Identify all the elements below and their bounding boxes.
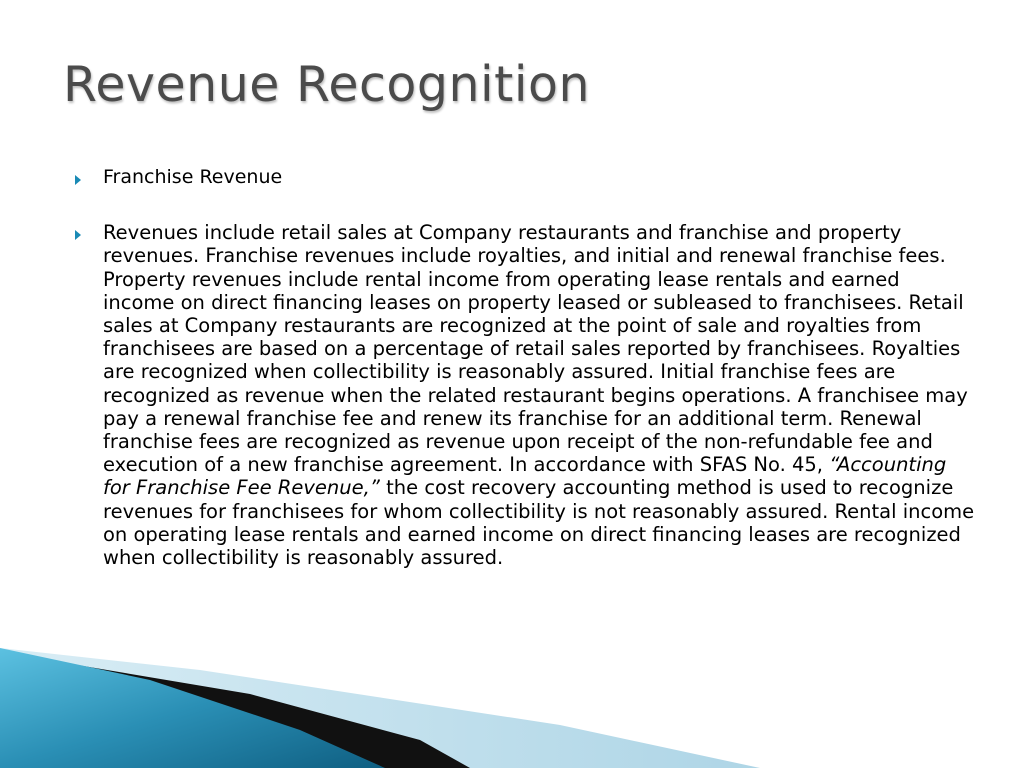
paragraph-text-end: the cost recovery accounting method is used to recognize revenues for franchisees for whom collectibility is not reasonably assured. Rental income on operating lease rentals and earned income on direct financing leases are recognized when collectibility is reasonably assured.: [103, 476, 975, 570]
bullet-arrow-icon: [75, 230, 81, 240]
bullet-item-revenue-details: [72, 221, 977, 569]
slide-title: Revenue Recognition: [63, 56, 591, 113]
bullet-arrow-icon: [75, 175, 81, 185]
bullet-paragraph: [103, 221, 977, 569]
bullet-list: [72, 166, 977, 601]
bullet-item-franchise-revenue: [72, 166, 977, 189]
paragraph-italic-citation: “Accounting for Franchise Fee Revenue,”: [103, 453, 947, 500]
paragraph-text-start: Revenues include retail sales at Company restaurants and franchise and property revenues. Franchise revenues include royalties, and initial and renewal franchise fees. Property revenues include rental income from operating lease rentals and earned income on direct financing leases on property leased or subleased to franchisees. Retail sales at Company restaurants are recognized at the point of sale and royalties from franchisees are based on a percentage of retail sales reported by franchisees. Royalties are recognized when collectibility is reasonably assured. Initial franchise fees are recognized as revenue when the related restaurant begins operations. A franchisee may pay a renewal franchise fee and renew its franchise for an additional term. Renewal franchise fees are recognized as revenue upon receipt of the non-refundable fee and execution of a new franchise agreement. In accordance with SFAS No. 45,: [103, 221, 968, 477]
bullet-text: Franchise Revenue: [103, 166, 283, 188]
